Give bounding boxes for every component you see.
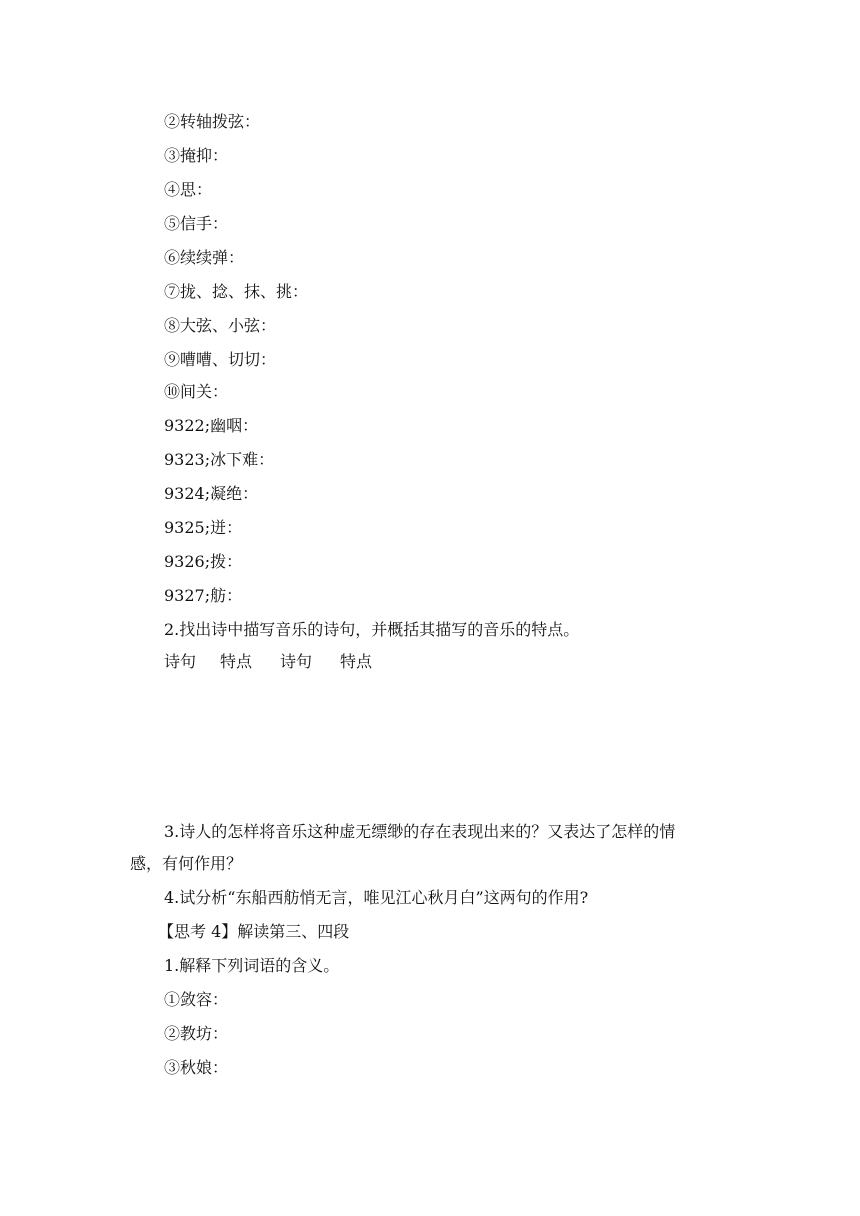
- question-2-text: 2.找出诗中描写音乐的诗句，并概括其描写的音乐的特点。: [164, 620, 580, 639]
- question-4-text: 4.试分析“东船西舫悄无言，唯见江心秋月白”这两句的作用?: [164, 888, 589, 907]
- header-feature: 特点: [220, 652, 253, 671]
- answer-table-header: [164, 652, 372, 672]
- vocab-item: ⑧大弦、小弦：: [164, 316, 277, 335]
- vocab-item: ⑤信手：: [164, 214, 229, 233]
- vocab-item: ②教坊：: [164, 1024, 229, 1043]
- vocab-item: ②转轴拨弦：: [164, 112, 261, 131]
- vocab-item: 9323;冰下难：: [164, 450, 275, 469]
- vocab-item: ⑩间关：: [164, 382, 229, 401]
- vocab-item: ③掩抑：: [164, 146, 229, 165]
- question-1-text: 1.解释下列词语的含义。: [164, 956, 340, 975]
- header-poem-line: 诗句: [280, 652, 313, 671]
- section-heading: 【思考 4】解读第三、四段: [158, 922, 350, 941]
- vocab-item: 9327;舫：: [164, 586, 243, 605]
- question-3-line-2: 感，有何作用？: [130, 854, 243, 873]
- vocab-item: 9324;凝绝：: [164, 484, 259, 503]
- question-3-line-1: 3.诗人的怎样将音乐这种虚无缥缈的存在表现出来的？又表达了怎样的情: [164, 822, 676, 841]
- vocab-item: 9325;迸：: [164, 518, 243, 537]
- vocab-item: ⑦拢、捻、抹、挑：: [164, 282, 309, 301]
- header-poem-line: 诗句: [164, 652, 197, 671]
- header-feature: 特点: [340, 652, 373, 671]
- vocab-item: 9326;拨：: [164, 552, 243, 571]
- vocab-item: ③秋娘：: [164, 1058, 229, 1077]
- vocab-item: ④思：: [164, 180, 213, 199]
- vocab-item: ⑨嘈嘈、切切：: [164, 350, 277, 369]
- vocab-item: 9322;幽咽：: [164, 416, 259, 435]
- vocab-item: ⑥续续弹：: [164, 248, 245, 267]
- vocab-item: ①敛容：: [164, 990, 229, 1009]
